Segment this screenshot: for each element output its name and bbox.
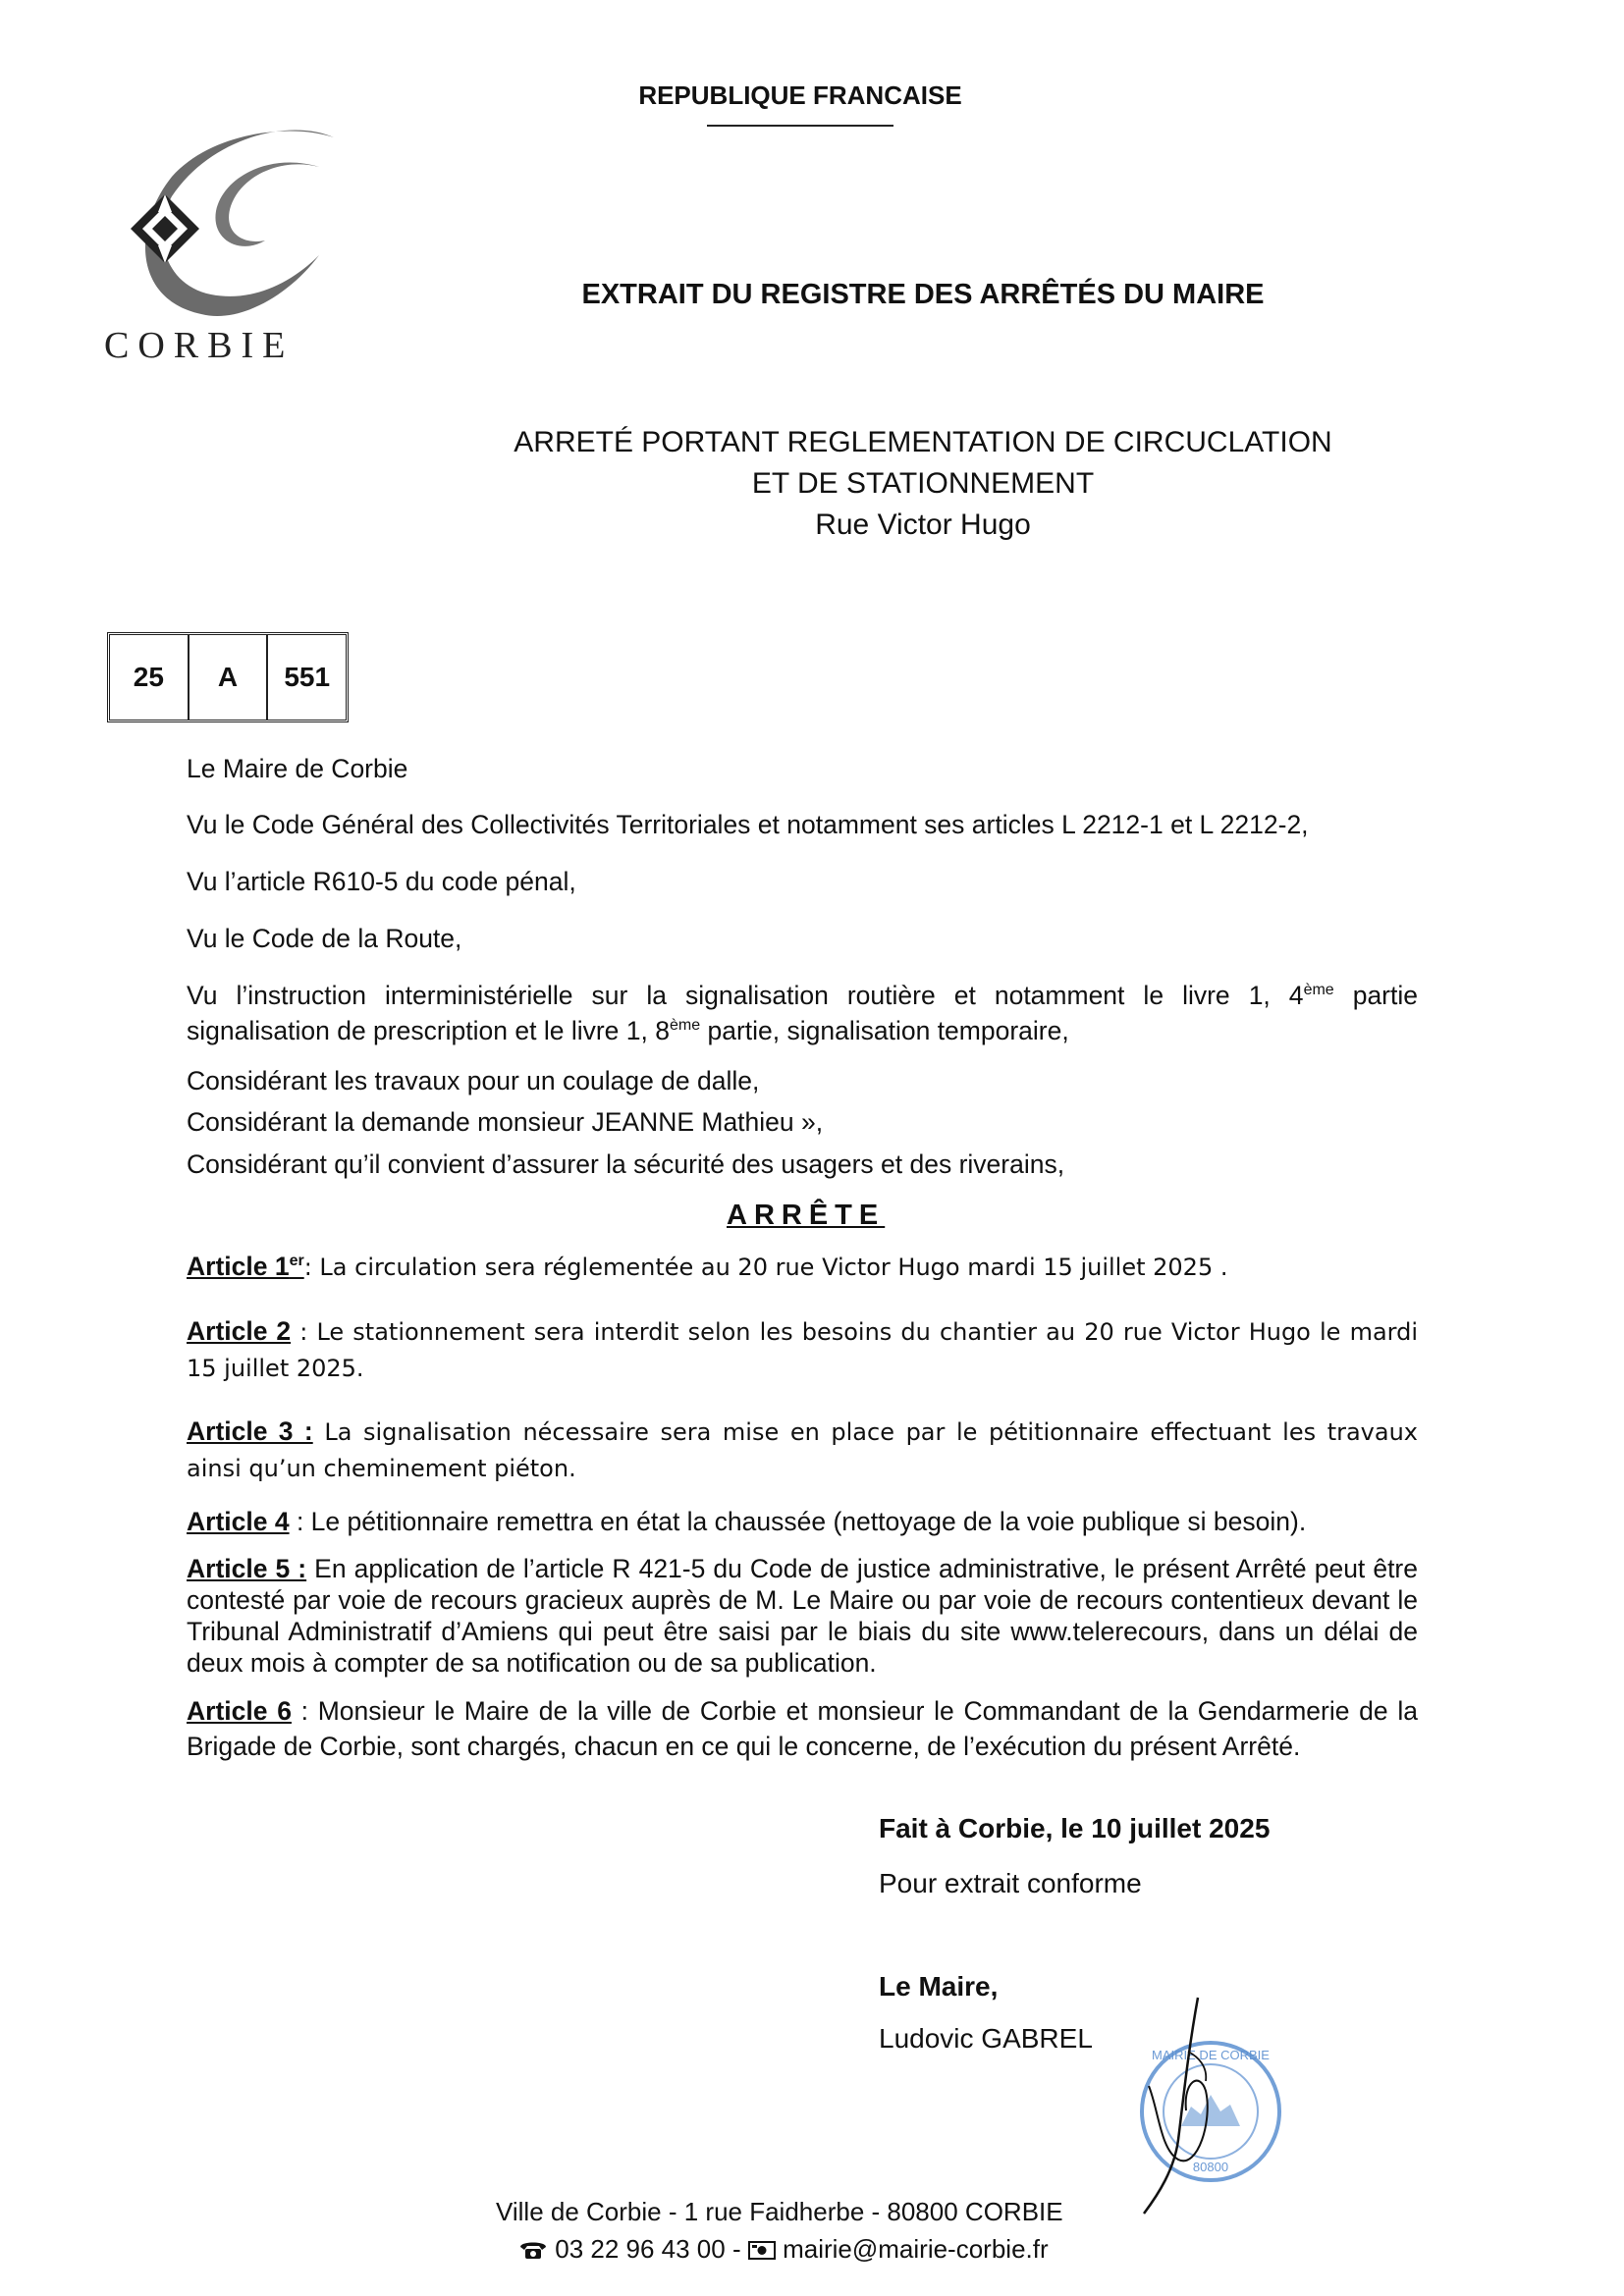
footer-address: Ville de Corbie - 1 rue Faidherbe - 80800 CORBIE — [496, 2197, 1063, 2226]
logo-wordmark: CORBIE — [104, 325, 295, 366]
preamble-vu-cgct: Vu le Code Général des Collectivités Territoriales et notamment ses articles L 2212-1 et L 2212-2, — [187, 810, 1309, 839]
instruction-part2: partie signalisation de prescription et le livre 1, 8 — [187, 981, 1418, 1045]
preamble-considerant-securite: Considérant qu’il convient d’assurer la sécurité des usagers et des riverains, — [187, 1149, 1065, 1179]
footer-email[interactable]: mairie@mairie-corbie.fr — [783, 2234, 1049, 2264]
fax-icon — [748, 2239, 776, 2261]
arrete-title — [432, 422, 1414, 546]
arrete-title-line3: Rue Victor Hugo — [815, 508, 1031, 541]
footer-contact — [518, 2234, 1049, 2265]
instruction-sup1: ème — [1303, 982, 1334, 999]
fait-a-date: Fait à Corbie, le 10 juillet 2025 — [879, 1813, 1271, 1843]
article-2-text: : Le stationnement sera interdit selon les besoins du chantier au 20 rue Victor Hugo le mardi 15 juillet 2025. — [187, 1318, 1419, 1382]
article-3-label: Article 3 : — [187, 1416, 313, 1446]
stamp-text-bottom: 80800 — [1192, 2160, 1229, 2174]
instruction-part1: Vu l’instruction interministérielle sur la signalisation routière et notamment le livre 1, 4 — [187, 981, 1304, 1010]
article-6 — [187, 1693, 1418, 1764]
preamble-vu-route: Vu le Code de la Route, — [187, 924, 462, 953]
instruction-sup2: ème — [669, 1017, 701, 1035]
article-1-text: : La circulation sera réglementée au 20 rue Victor Hugo mardi 15 juillet 2025 . — [303, 1254, 1228, 1281]
article-1-label — [187, 1252, 304, 1281]
article-1-label-text: Article 1 — [187, 1252, 290, 1281]
logo-emblem — [131, 194, 199, 263]
pour-extrait-conforme: Pour extrait conforme — [879, 1868, 1142, 1898]
footer-phone: 03 22 96 43 00 — [555, 2234, 726, 2264]
preamble-considerant-travaux: Considérant les travaux pour un coulage de dalle, — [187, 1066, 760, 1095]
article-4 — [187, 1504, 1418, 1539]
article-5-text: En application de l’article R 421-5 du Code de justice administrative, le présent Arrêté peut être contesté par voie de recours gracieux auprès de M. Le Maire ou par voie de recours contentieux devant le Tribunal Administratif d’Amiens qui peut être saisi par le biais du site www.telerecours, dans un délai de deux mois à compter de sa notification ou de sa publication. — [187, 1554, 1418, 1678]
mayor-signature — [1090, 1993, 1247, 2218]
preamble-considerant-demande: Considérant la demande monsieur JEANNE Mathieu », — [187, 1107, 824, 1137]
article-1 — [187, 1249, 1418, 1285]
article-3 — [187, 1414, 1418, 1486]
logo-c-inner — [215, 163, 319, 246]
heading-rule — [707, 125, 893, 127]
preamble-vu-instruction — [187, 978, 1418, 1048]
article-3-text: La signalisation nécessaire sera mise en place par le pétitionnaire effectuant les travaux ainsi qu’un cheminement piéton. — [187, 1418, 1419, 1482]
reference-year: 25 — [110, 635, 189, 720]
phone-icon — [518, 2239, 548, 2261]
article-5-label: Article 5 : — [187, 1554, 307, 1583]
signatory-title: Le Maire, — [879, 1971, 999, 2002]
instruction-part3: partie, signalisation temporaire, — [700, 1016, 1069, 1045]
footer-separator: - — [725, 2234, 748, 2264]
arrete-title-line1: ARRETÉ PORTANT REGLEMENTATION DE CIRCUCLATION — [514, 426, 1332, 458]
signatory-name: Ludovic GABREL — [879, 2023, 1093, 2054]
registre-heading: EXTRAIT DU REGISTRE DES ARRÊTÉS DU MAIRE — [581, 279, 1265, 310]
article-2-label: Article 2 — [187, 1316, 292, 1346]
arrete-title-line2: ET DE STATIONNEMENT — [751, 467, 1095, 500]
preamble-vu-penal: Vu l’article R610-5 du code pénal, — [187, 867, 576, 896]
article-5 — [187, 1553, 1418, 1679]
article-4-label: Article 4 — [187, 1507, 290, 1536]
article-4-text: : Le pétitionnaire remettra en état la chaussée (nettoyage de la voie publique si besoin). — [289, 1507, 1307, 1536]
article-6-label: Article 6 — [187, 1696, 292, 1726]
republique-heading: REPUBLIQUE FRANCAISE — [638, 80, 962, 110]
article-6-text: : Monsieur le Maire de la ville de Corbie et monsieur le Commandant de la Gendarmerie de la Brigade de Corbie, sont chargés, chacun en ce qui le concerne, de l’exécution du présent Arrêté. — [187, 1696, 1418, 1761]
preamble-maire: Le Maire de Corbie — [187, 754, 408, 783]
stamp-text-top: MAIRIE DE CORBIE — [1152, 2048, 1270, 2062]
article-1-label-sup: er — [289, 1253, 304, 1270]
reference-number: 551 — [284, 662, 331, 692]
article-2 — [187, 1313, 1418, 1386]
reference-type: A — [189, 635, 269, 720]
reference-box — [107, 632, 349, 722]
arrete-heading: ARRÊTE — [727, 1200, 886, 1231]
